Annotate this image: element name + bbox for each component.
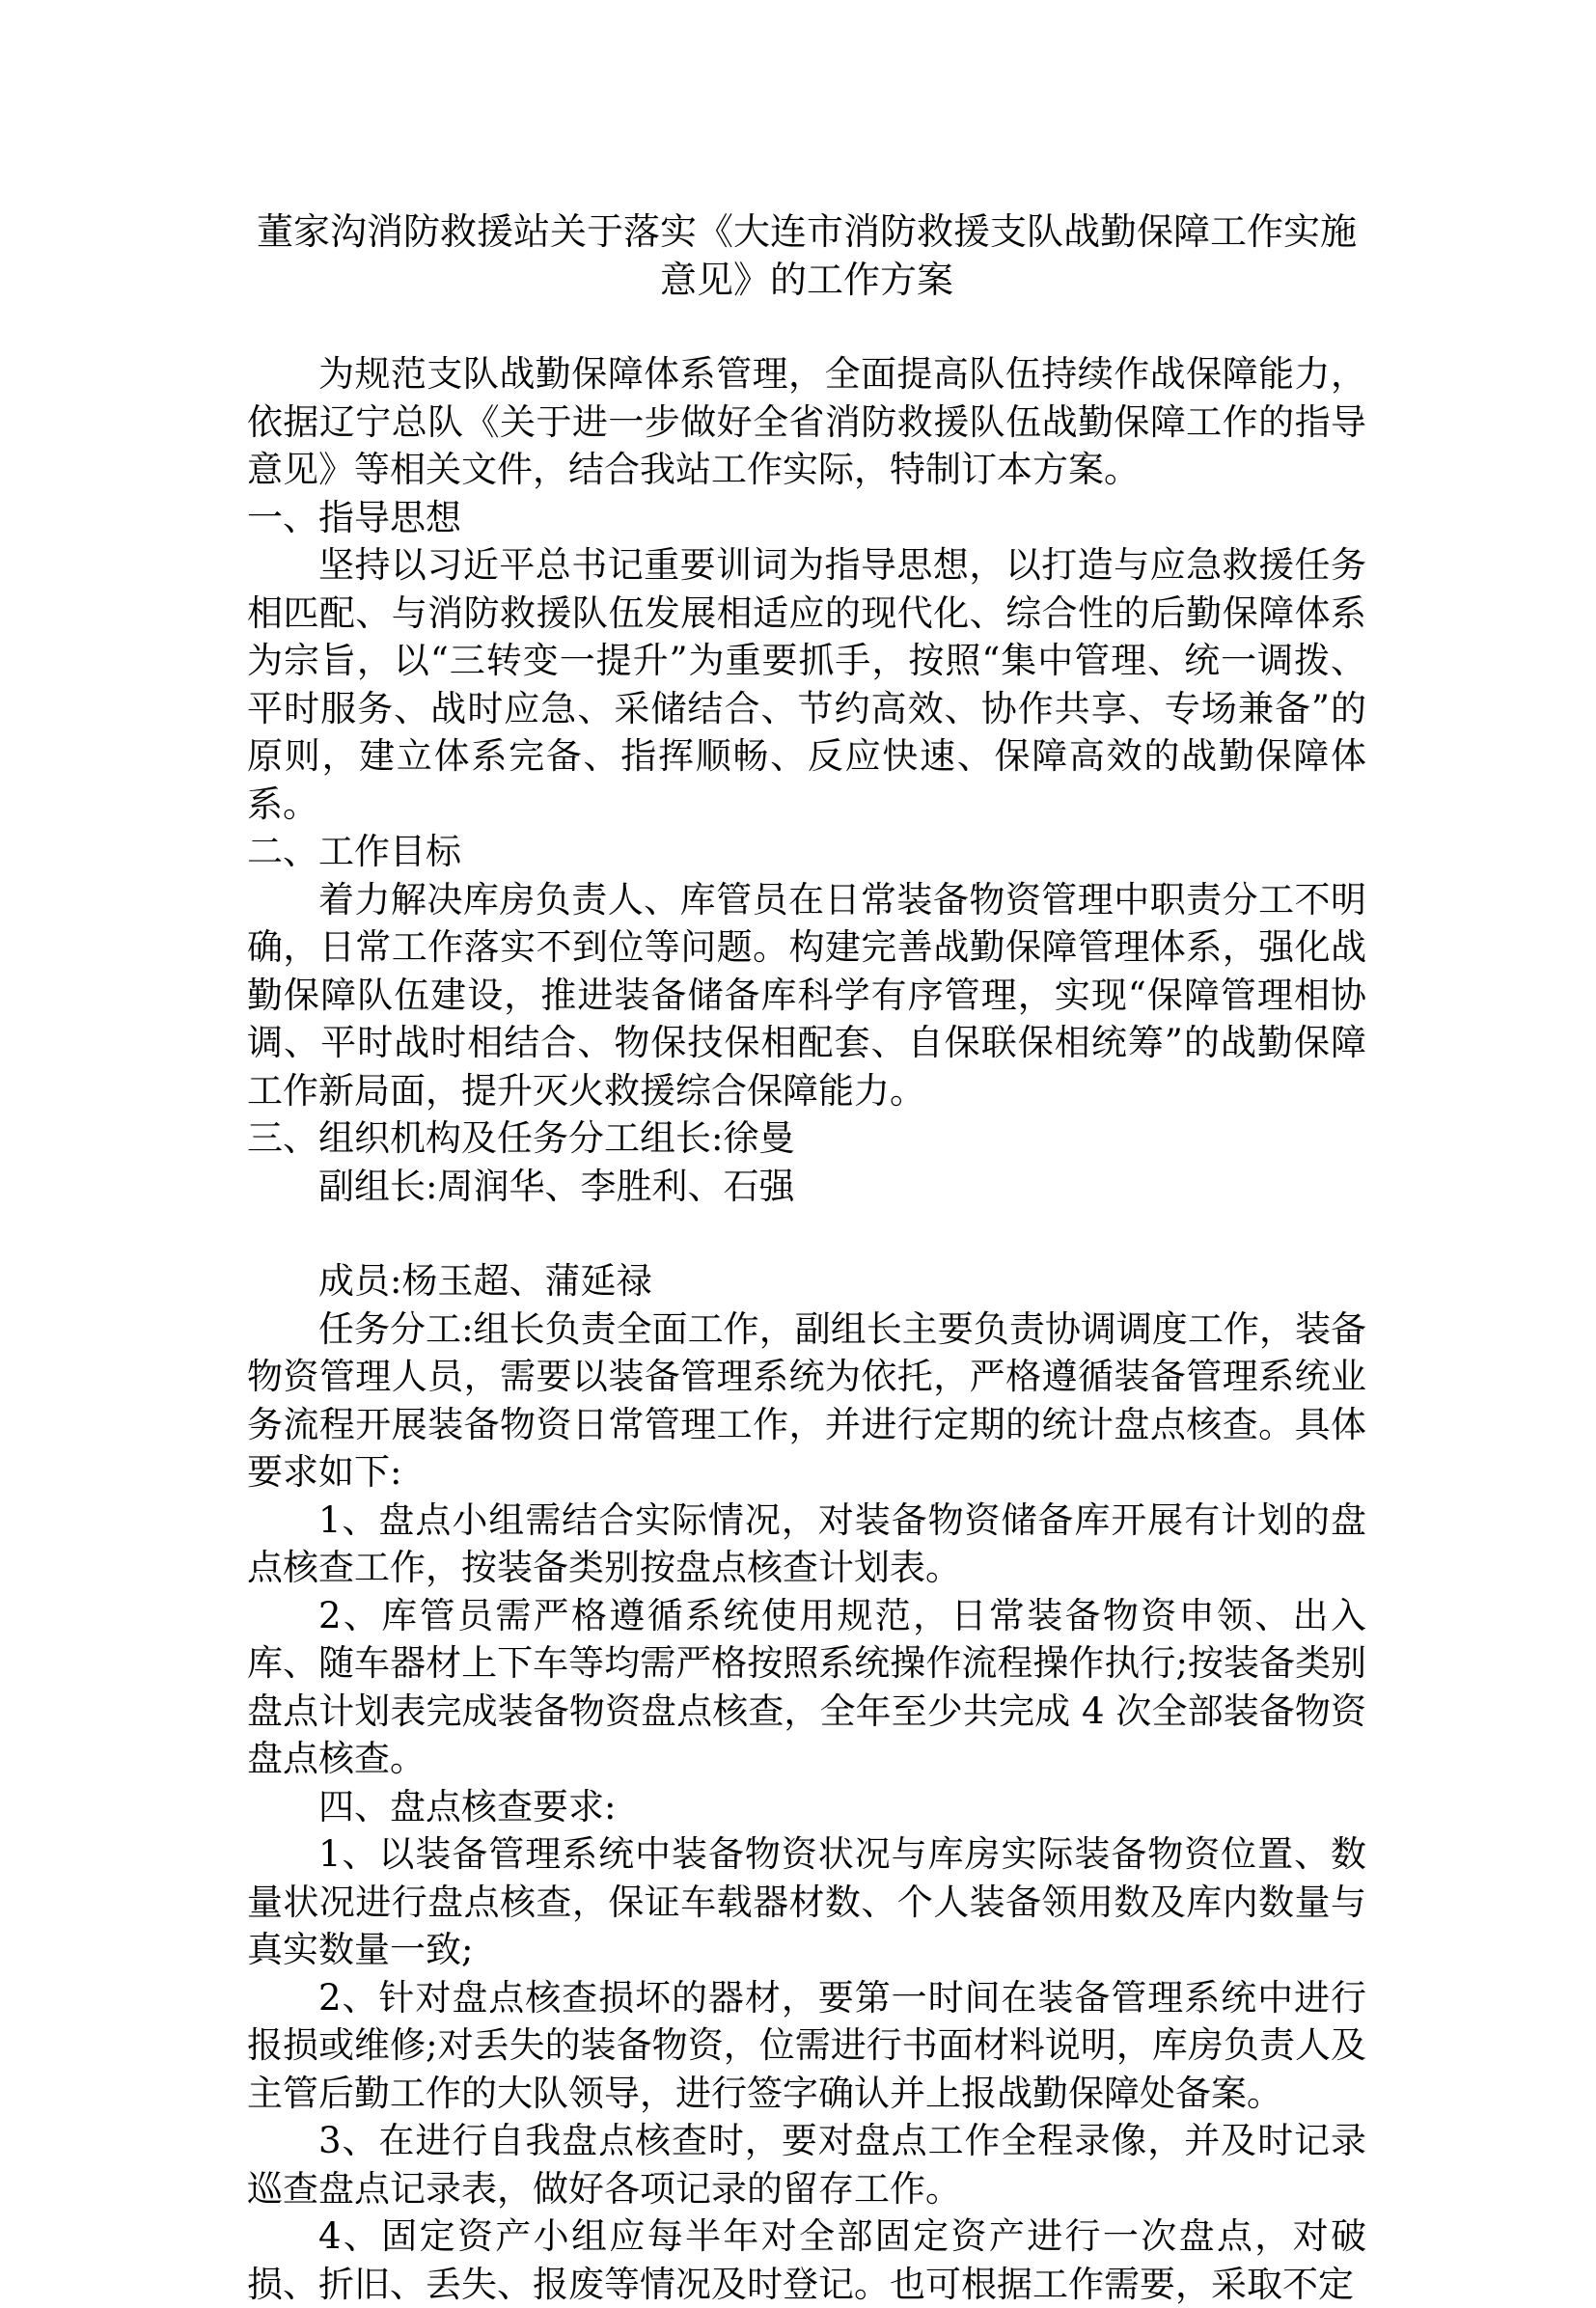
task-division-paragraph: 任务分工:组长负责全面工作，副组长主要负责协调调度工作，装备物资管理人员，需要以装备管理系统为依托，严格遵循装备管理系统业务流程开展装备物资日常管理工作，并进行定期的统计盘点核查。具体要求如下:	[247, 1307, 1366, 1493]
list-item: 2、针对盘点核查损坏的器材，要第一时间在装备管理系统中进行报损或维修;对丢失的装备物资，位需进行书面材料说明，库房负责人及主管后勤工作的大队领导，进行签字确认并上报战勤保障处备案。	[247, 1976, 1366, 2114]
section-heading-guiding-ideology: 一、指导思想	[247, 496, 461, 538]
list-item: 1、以装备管理系统中装备物资状况与库房实际装备物资位置、数量状况进行盘点核查，保证车载器材数、个人装备领用数及库内数量与真实数量一致;	[247, 1833, 1366, 1970]
section-heading-inventory-requirements: 四、盘点核查要求:	[318, 1785, 617, 1827]
section-heading-organization: 三、组织机构及任务分工组长:徐曼	[247, 1117, 795, 1159]
work-goals-paragraph: 着力解决库房负责人、库管员在日常装备物资管理中职责分工不明确，日常工作落实不到位等问题。构建完善战勤保障管理体系，强化战勤保障队伍建设，推进装备储备库科学有序管理，实现“保障管理相协调、平时战时相结合、物保技保相配套、自保联保相统筹”的战勤保障工作新局面，提升灭火救援综合保障能力。	[247, 878, 1366, 1112]
intro-paragraph: 为规范支队战勤保障体系管理，全面提高队伍持续作战保障能力，依据辽宁总队《关于进一步做好全省消防救援队伍战勤保障工作的指导意见》等相关文件，结合我站工作实际，特制订本方案。	[247, 353, 1366, 490]
title-line-1: 董家沟消防救援站关于落实《大连市消防救援支队战勤保障工作实施	[256, 210, 1357, 253]
document-page	[247, 207, 1366, 2308]
section-heading-work-goals: 二、工作目标	[247, 831, 461, 872]
blank-line	[247, 1210, 1366, 1257]
document-title	[247, 207, 1366, 304]
list-item: 1、盘点小组需结合实际情况，对装备物资储备库开展有计划的盘点核查工作，按装备类别按盘点核查计划表。	[247, 1498, 1366, 1588]
list-item: 4、固定资产小组应每半年对全部固定资产进行一次盘点，对破损、折旧、丢失、报废等情况及时登记。也可根据工作需要，采取不定	[247, 2215, 1366, 2305]
guiding-ideology-paragraph: 坚持以习近平总书记重要训词为指导思想，以打造与应急救援任务相匹配、与消防救援队伍发展相适应的现代化、综合性的后勤保障体系为宗旨，以“三转变一提升”为重要抓手，按照“集中管理、统一调拨、平时服务、战时应急、采储结合、节约高效、协作共享、专场兼备”的原则，建立体系完备、指挥顺畅、反应快速、保障高效的战勤保障体系。	[247, 544, 1366, 825]
title-line-2: 意见》的工作方案	[659, 259, 953, 301]
members-line: 成员:杨玉超、蒲延禄	[318, 1260, 652, 1302]
deputy-leaders-line: 副组长:周润华、李胜利、石强	[318, 1165, 795, 1207]
list-item: 3、在进行自我盘点核查时，要对盘点工作全程录像，并及时记录巡查盘点记录表，做好各项记录的留存工作。	[247, 2120, 1366, 2210]
list-item: 2、库管员需严格遵循系统使用规范，日常装备物资申领、出入库、随车器材上下车等均需严格按照系统操作流程操作执行;按装备类别盘点计划表完成装备物资盘点核查，全年至少共完成 4 次全部装备物资盘点核查。	[247, 1594, 1366, 1779]
